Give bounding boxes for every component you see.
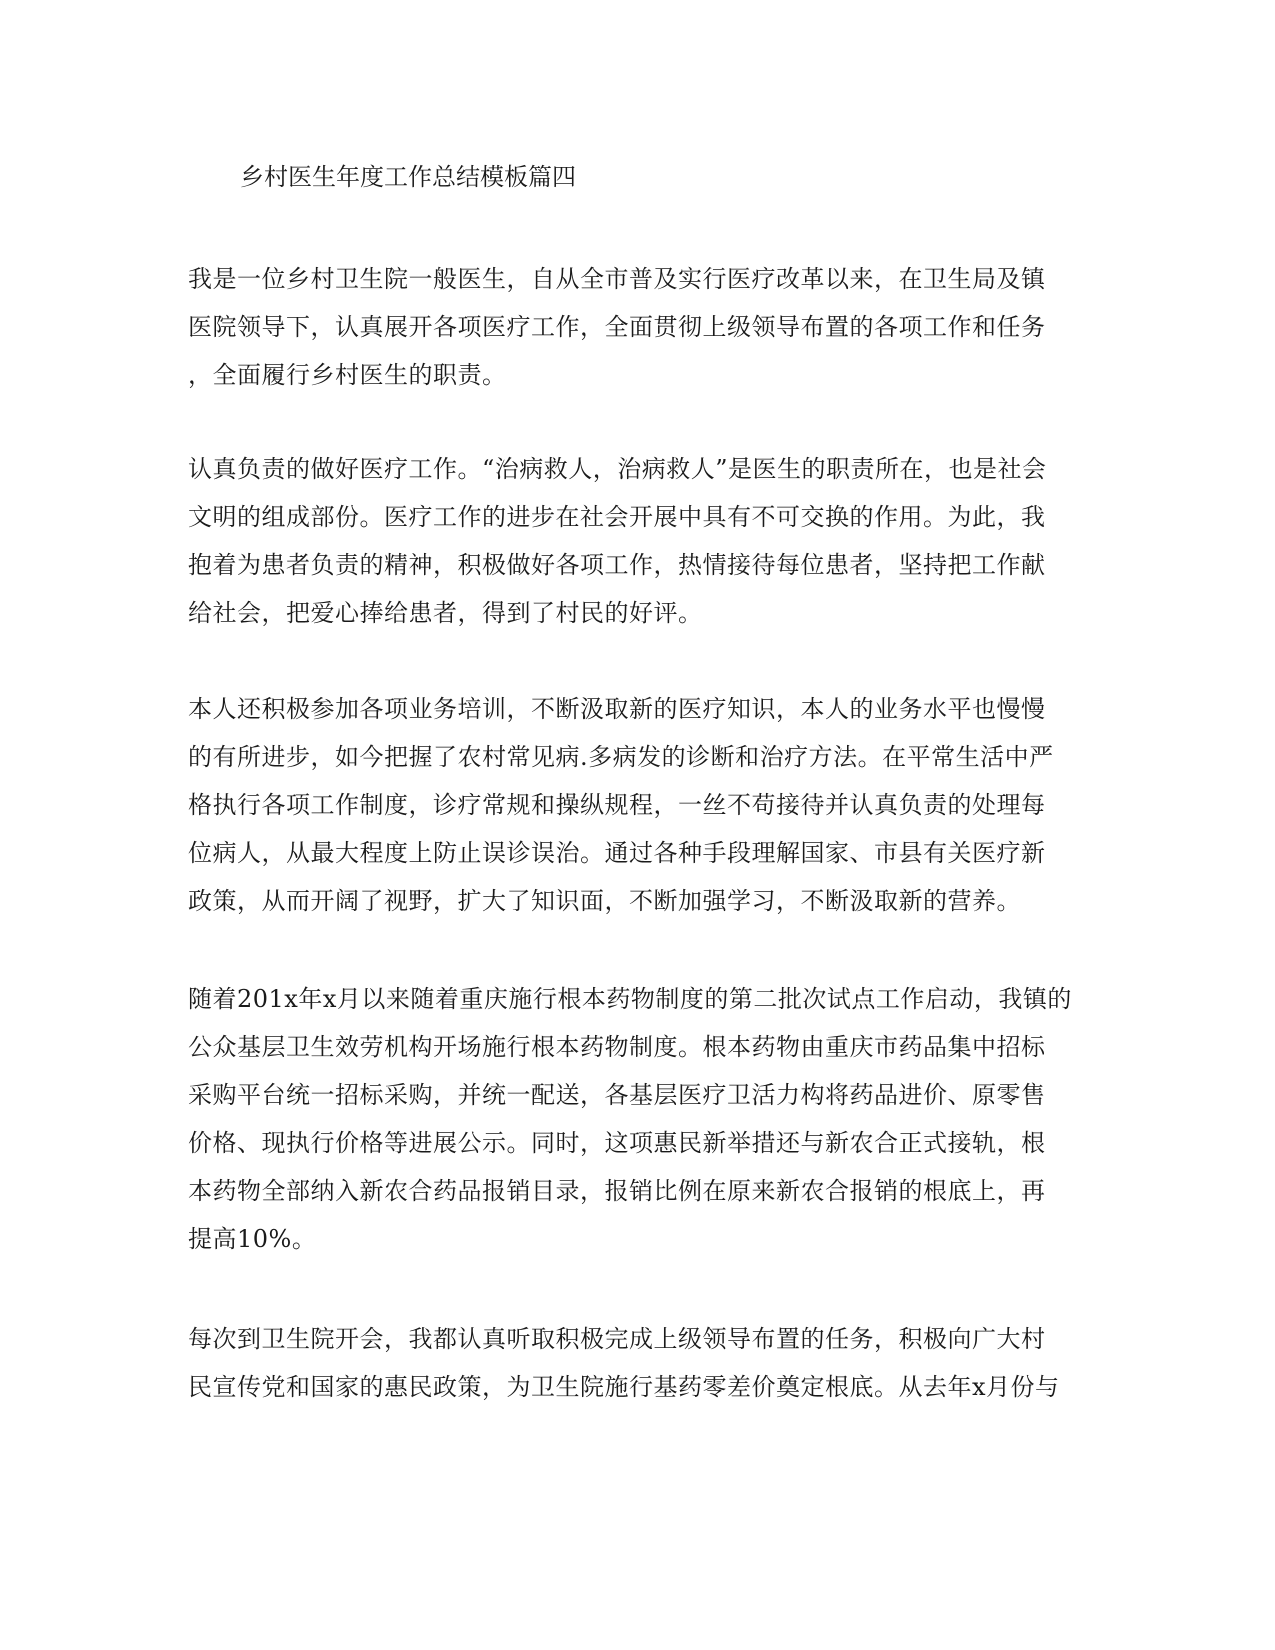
paragraph-line: 本人还积极参加各项业务培训，不断汲取新的医疗知识，本人的业务水平也慢慢 xyxy=(188,695,1046,723)
paragraph-4 xyxy=(188,975,1072,1263)
document-title: 乡村医生年度工作总结模板篇四 xyxy=(240,163,576,191)
paragraph-line: 我是一位乡村卫生院一般医生，自从全市普及实行医疗改革以来，在卫生局及镇 xyxy=(188,265,1046,293)
paragraph-line: 公众基层卫生效劳机构开场施行根本药物制度。根本药物由重庆市药品集中招标 xyxy=(188,1033,1046,1061)
paragraph-5 xyxy=(188,1315,1068,1411)
paragraph-line: 认真负责的做好医疗工作。“治病救人，治病救人”是医生的职责所在，也是社会 xyxy=(188,455,1047,483)
paragraph-2 xyxy=(188,445,1068,637)
paragraph-line: 文明的组成部份。医疗工作的进步在社会开展中具有不可交换的作用。为此，我 xyxy=(188,503,1046,531)
paragraph-3 xyxy=(188,685,1068,925)
paragraph-line: 本药物全部纳入新农合药品报销目录，报销比例在原来新农合报销的根底上，再 xyxy=(188,1177,1046,1205)
paragraph-line: 位病人，从最大程度上防止误诊误治。通过各种手段理解国家、市县有关医疗新 xyxy=(188,839,1046,867)
paragraph-line: 每次到卫生院开会，我都认真听取积极完成上级领导布置的任务，积极向广大村 xyxy=(188,1325,1046,1353)
paragraph-line: 提高10%。 xyxy=(188,1225,317,1253)
paragraph-line: 民宣传党和国家的惠民政策，为卫生院施行基药零差价奠定根底。从去年x月份与 xyxy=(188,1373,1060,1401)
paragraph-line: 格执行各项工作制度，诊疗常规和操纵规程，一丝不苟接待并认真负责的处理每 xyxy=(188,791,1046,819)
paragraph-line: 价格、现执行价格等进展公示。同时，这项惠民新举措还与新农合正式接轨，根 xyxy=(188,1129,1046,1157)
paragraph-line: 给社会，把爱心捧给患者，得到了村民的好评。 xyxy=(188,599,703,627)
paragraph-line: 医院领导下，认真展开各项医疗工作，全面贯彻上级领导布置的各项工作和任务 xyxy=(188,313,1046,341)
paragraph-line: 的有所进步，如今把握了农村常见病.多病发的诊断和治疗方法。在平常生活中严 xyxy=(188,743,1054,771)
paragraph-line: 政策，从而开阔了视野，扩大了知识面，不断加强学习，不断汲取新的营养。 xyxy=(188,887,1021,915)
paragraph-line: 采购平台统一招标采购，并统一配送，各基层医疗卫活力构将药品进价、原零售 xyxy=(188,1081,1046,1109)
paragraph-1 xyxy=(188,255,1068,399)
paragraph-line: ，全面履行乡村医生的职责。 xyxy=(188,361,507,389)
paragraph-line: 抱着为患者负责的精神，积极做好各项工作，热情接待每位患者，坚持把工作献 xyxy=(188,551,1046,579)
paragraph-line: 随着201x年x月以来随着重庆施行根本药物制度的第二批次试点工作启动，我镇的 xyxy=(188,985,1072,1013)
